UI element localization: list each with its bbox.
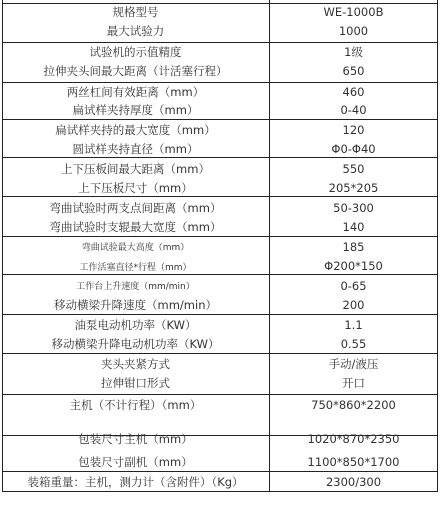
spec-value: 550 <box>342 162 365 176</box>
spec-value: 120 <box>342 123 365 137</box>
spec-value: 50-300 <box>333 201 374 215</box>
spec-label: 拉伸夹头间最大距离（计活塞行程） <box>43 64 228 78</box>
spec-label: 拉伸钳口形式 <box>101 376 170 390</box>
spec-value: 开口 <box>342 376 365 390</box>
spec-value: 1.1 <box>344 318 363 332</box>
spec-value: 140 <box>342 220 365 234</box>
spec-value: 185 <box>342 240 365 254</box>
spec-value: Φ200*150 <box>324 259 383 273</box>
spec-value: 1000 <box>338 24 369 38</box>
spec-value: 200 <box>342 298 365 312</box>
spec-label: 弯曲试验最大高度（mm） <box>81 243 190 253</box>
spec-value: 1020*870*2350 <box>307 432 400 446</box>
spec-value: 0-40 <box>340 103 367 117</box>
spec-label: 装箱重量：主机，测力计（含附件）（Kg） <box>27 475 244 489</box>
spec-label: 试验机的示值精度 <box>89 45 182 59</box>
spec-label: 工作台上升速度（mm/min） <box>76 282 195 292</box>
spec-label: 弯曲试验时支辊最大宽度（mm） <box>49 220 222 234</box>
spec-value: 1级 <box>344 45 363 59</box>
spec-value: 0-65 <box>340 279 367 293</box>
spec-value: 750*860*2200 <box>311 398 396 412</box>
spec-label: 移动横梁升降速度（mm/min） <box>54 298 217 312</box>
spec-label: 包装尺寸主机（mm） <box>78 432 193 446</box>
spec-label: 工作活塞直径*行程（mm） <box>79 263 192 273</box>
spec-label: 主机（不计行程）（mm） <box>69 398 202 412</box>
spec-value: 0.55 <box>340 337 367 351</box>
spec-label: 弯曲试验时两支点间距离（mm） <box>49 201 222 215</box>
spec-value: 1100*850*1700 <box>307 455 400 469</box>
spec-value: 650 <box>342 64 365 78</box>
spec-label: 扁试样夹持厚度（mm） <box>72 103 199 117</box>
spec-label: 扁试样夹持的最大宽度（mm） <box>55 123 216 137</box>
spec-label: 油泵电动机功率（KW） <box>74 318 197 332</box>
spec-label: 最大试验力 <box>106 24 165 38</box>
spec-label: 包装尺寸副机（mm） <box>78 455 193 469</box>
spec-label: 圆试样夹持直径（mm） <box>72 142 199 156</box>
spec-label: 夹头夹紧方式 <box>101 357 170 371</box>
spec-label: 规格型号 <box>112 5 159 19</box>
spec-value: 460 <box>342 85 365 99</box>
spec-value: 2300/300 <box>325 475 382 489</box>
spec-value: 205*205 <box>328 181 379 195</box>
table-border-right <box>437 0 438 492</box>
spec-label: 移动横梁升降电动机功率（KW） <box>51 337 220 351</box>
spec-value: WE-1000B <box>323 5 384 19</box>
spec-value: Φ0-Φ40 <box>331 142 376 156</box>
spec-label: 上下压板间最大距离（mm） <box>61 162 210 176</box>
spec-label: 上下压板尺寸（mm） <box>78 181 193 195</box>
spec-label: 两丝杠间有效距离（mm） <box>66 85 205 99</box>
spec-value: 手动/液压 <box>328 357 379 371</box>
